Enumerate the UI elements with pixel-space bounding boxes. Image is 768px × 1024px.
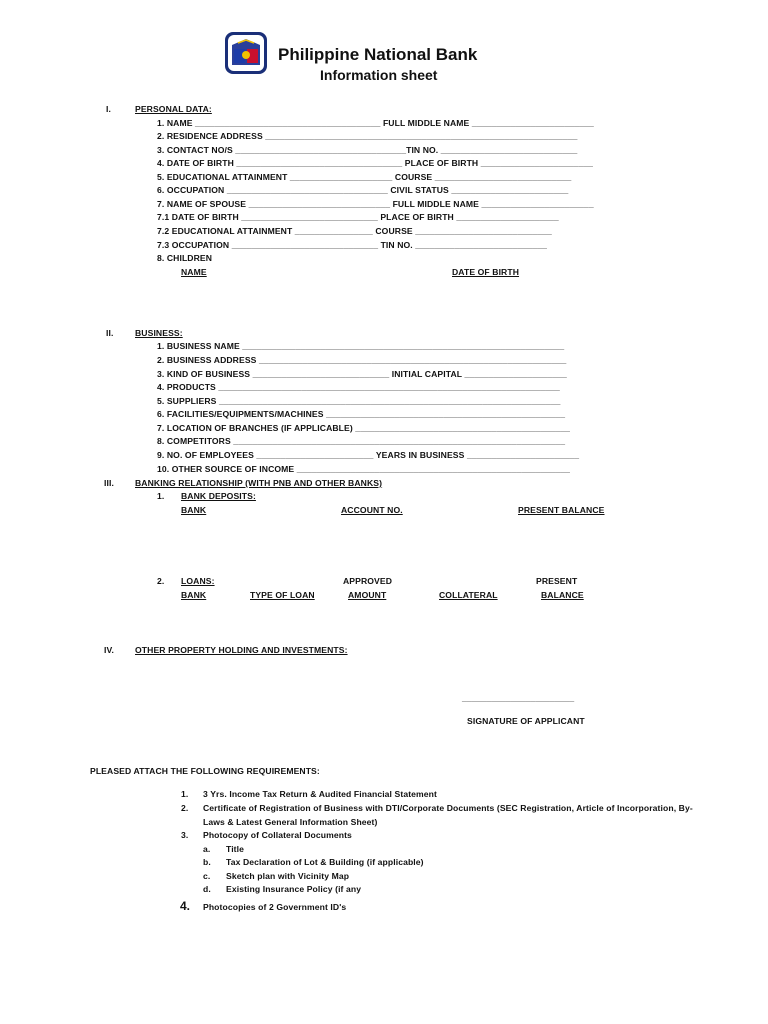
req-1-text: 3 Yrs. Income Tax Return & Audited Financial Statement — [203, 789, 437, 799]
section-1-title: PERSONAL DATA: — [135, 104, 212, 114]
loan-header-present: PRESENT — [536, 576, 578, 586]
business-line-6: 6. FACILITIES/EQUIPMENTS/MACHINES _________________________________________________ — [157, 409, 566, 419]
personal-line-6: 6. OCCUPATION _________________________________ CIVIL STATUS ________________________ — [157, 185, 569, 195]
personal-line-2: 2. RESIDENCE ADDRESS ________________________________________________________________ — [157, 131, 578, 141]
children-name-header: NAME — [181, 267, 207, 277]
req-3c-text: Sketch plan with Vicinity Map — [226, 871, 350, 881]
loan-header-collateral: COLLATERAL — [439, 590, 498, 600]
signature-label: SIGNATURE OF APPLICANT — [467, 716, 585, 726]
req-4-text: Photocopies of 2 Government ID's — [203, 902, 347, 912]
deposits-number: 1. — [157, 491, 165, 501]
req-3a-text: Title — [226, 844, 245, 854]
section-4-number: IV. — [104, 645, 115, 655]
signature-line: _______________________ — [462, 693, 575, 703]
req-3a-number: a. — [203, 844, 211, 854]
personal-line-4: 4. DATE OF BIRTH __________________________________ PLACE OF BIRTH _______________________ — [157, 158, 593, 168]
section-1-number: I. — [106, 104, 111, 114]
bank-name: Philippine National Bank — [278, 45, 478, 64]
deposit-header-balance: PRESENT BALANCE — [518, 505, 605, 515]
req-3b-text: Tax Declaration of Lot & Building (if applicable) — [226, 857, 424, 867]
req-3-text: Photocopy of Collateral Documents — [203, 830, 352, 840]
req-3b-number: b. — [203, 857, 211, 867]
business-line-10: 10. OTHER SOURCE OF INCOME ________________________________________________________ — [157, 464, 570, 474]
loans-title: LOANS: — [181, 576, 215, 586]
section-3-title: BANKING RELATIONSHIP (WITH PNB AND OTHER BANKS) — [135, 478, 383, 488]
section-2-number: II. — [106, 328, 114, 338]
loan-header-bank: BANK — [181, 590, 207, 600]
personal-line-7: 7. NAME OF SPOUSE _____________________________ FULL MIDDLE NAME _______________________ — [157, 199, 594, 209]
loan-header-approved: APPROVED — [343, 576, 393, 586]
business-line-1: 1. BUSINESS NAME __________________________________________________________________ — [157, 341, 565, 351]
personal-line-7-2: 7.2 EDUCATIONAL ATTAINMENT ________________ COURSE ____________________________ — [157, 226, 552, 236]
req-4-number: 4. — [180, 899, 191, 913]
business-line-9: 9. NO. OF EMPLOYEES ________________________ YEARS IN BUSINESS _______________________ — [157, 450, 580, 460]
children-dob-header: DATE OF BIRTH — [452, 267, 520, 277]
personal-line-1: 1. NAME ______________________________________ FULL MIDDLE NAME _________________________ — [157, 118, 594, 128]
loan-header-amount: AMOUNT — [348, 590, 387, 600]
business-line-2: 2. BUSINESS ADDRESS _______________________________________________________________ — [157, 355, 567, 365]
personal-line-7-3: 7.3 OCCUPATION ______________________________ TIN NO. ___________________________ — [157, 240, 548, 250]
deposit-header-account: ACCOUNT NO. — [341, 505, 403, 515]
req-2-number: 2. — [181, 803, 189, 813]
personal-line-7-1: 7.1 DATE OF BIRTH ____________________________ PLACE OF BIRTH _____________________ — [157, 212, 559, 222]
req-2-text-cont: Laws & Latest General Information Sheet) — [203, 817, 378, 827]
business-line-5: 5. SUPPLIERS ______________________________________________________________________ — [157, 396, 561, 406]
section-2-title: BUSINESS: — [135, 328, 183, 338]
business-line-8: 8. COMPETITORS ____________________________________________________________________ — [157, 436, 566, 446]
deposits-title: BANK DEPOSITS: — [181, 491, 256, 501]
req-3c-number: c. — [203, 871, 211, 881]
req-2-text: Certificate of Registration of Business with DTI/Corporate Documents (SEC Registration, Article of Incorporation, By- — [203, 803, 693, 813]
page-subtitle: Information sheet — [320, 67, 438, 83]
req-3d-number: d. — [203, 884, 211, 894]
business-line-3: 3. KIND OF BUSINESS ____________________________ INITIAL CAPITAL _____________________ — [157, 369, 567, 379]
section-4-title: OTHER PROPERTY HOLDING AND INVESTMENTS: — [135, 645, 348, 655]
loan-header-type: TYPE OF LOAN — [250, 590, 315, 600]
req-3d-text: Existing Insurance Policy (if any — [226, 884, 362, 894]
section-3-number: III. — [104, 478, 114, 488]
personal-line-5: 5. EDUCATIONAL ATTAINMENT _____________________ COURSE ____________________________ — [157, 172, 572, 182]
business-line-4: 4. PRODUCTS ______________________________________________________________________ — [157, 382, 560, 392]
requirements-intro: PLEASED ATTACH THE FOLLOWING REQUIREMENTS: — [90, 766, 320, 776]
loan-header-balance: BALANCE — [541, 590, 584, 600]
req-1-number: 1. — [181, 789, 189, 799]
loans-number: 2. — [157, 576, 165, 586]
deposit-header-bank: BANK — [181, 505, 207, 515]
personal-line-8: 8. CHILDREN — [157, 253, 213, 263]
business-line-7: 7. LOCATION OF BRANCHES (IF APPLICABLE) ____________________________________________ — [157, 423, 571, 433]
req-3-number: 3. — [181, 830, 189, 840]
pnb-logo-icon — [224, 31, 268, 75]
personal-line-3: 3. CONTACT NO/S ___________________________________TIN NO. ____________________________ — [157, 145, 578, 155]
